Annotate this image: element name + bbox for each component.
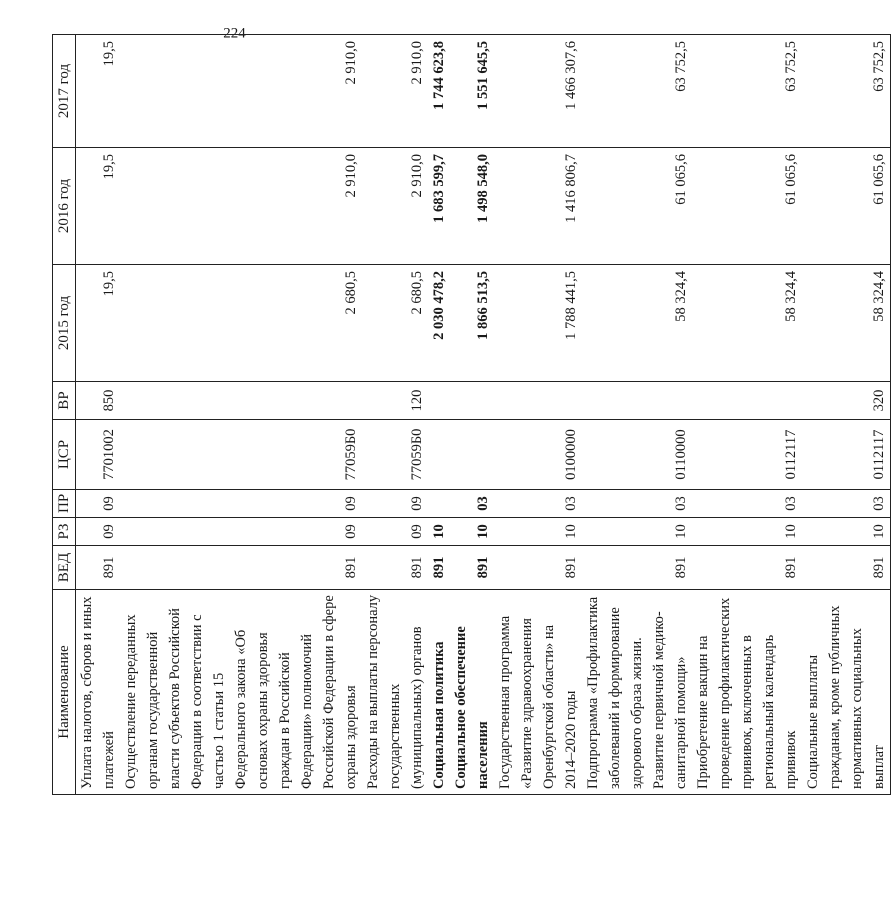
cell-2017: 19,5 — [76, 35, 121, 148]
table-header-row — [53, 35, 76, 795]
cell-2017: 1 466 307,6 — [494, 35, 582, 148]
cell-2016: 1 498 548,0 — [450, 148, 494, 265]
header-pr: ПР — [53, 490, 76, 518]
cell-2016: 2 910,0 — [120, 148, 362, 265]
cell-name: Социальные выплаты гражданам, кроме публичных нормативных социальных выплат — [802, 590, 891, 795]
cell-2015: 1 788 441,5 — [494, 265, 582, 382]
cell-vr — [582, 382, 692, 420]
cell-ved: 891 — [692, 546, 802, 590]
cell-csr: 77059Б0 — [362, 420, 428, 490]
budget-table — [52, 34, 891, 795]
cell-csr: 0110000 — [582, 420, 692, 490]
cell-csr: 0112117 — [692, 420, 802, 490]
cell-2016: 1 683 599,7 — [428, 148, 450, 265]
cell-rz: 09 — [120, 518, 362, 546]
table-row — [362, 35, 428, 795]
cell-2017: 2 910,0 — [362, 35, 428, 148]
cell-csr: 0100000 — [494, 420, 582, 490]
cell-2015: 1 866 513,5 — [450, 265, 494, 382]
header-name: Наименование — [53, 590, 76, 795]
cell-name: Приобретение вакцин на проведение профилактических прививок, включенных в региональный календарь прививок — [692, 590, 802, 795]
cell-2016: 2 910,0 — [362, 148, 428, 265]
cell-rz: 10 — [802, 518, 891, 546]
table-row — [582, 35, 692, 795]
cell-2016: 61 065,6 — [802, 148, 891, 265]
cell-csr: 7701002 — [76, 420, 121, 490]
cell-pr: 09 — [362, 490, 428, 518]
cell-vr — [692, 382, 802, 420]
cell-pr: 03 — [582, 490, 692, 518]
cell-pr: 03 — [494, 490, 582, 518]
cell-vr — [450, 382, 494, 420]
cell-rz: 09 — [76, 518, 121, 546]
cell-rz: 10 — [494, 518, 582, 546]
cell-2015: 58 324,4 — [802, 265, 891, 382]
table-row — [692, 35, 802, 795]
cell-pr: 03 — [802, 490, 891, 518]
cell-2017: 1 551 645,5 — [450, 35, 494, 148]
cell-pr: 09 — [76, 490, 121, 518]
cell-name: Подпрограмма «Профилактика заболеваний и формирование здорового образа жизни. Развитие первичной медико-санитарной помощи» — [582, 590, 692, 795]
header-rz: РЗ — [53, 518, 76, 546]
cell-2016: 19,5 — [76, 148, 121, 265]
header-csr: ЦСР — [53, 420, 76, 490]
table-row — [494, 35, 582, 795]
cell-vr — [120, 382, 362, 420]
cell-pr: 03 — [450, 490, 494, 518]
cell-rz: 10 — [692, 518, 802, 546]
cell-ved: 891 — [802, 546, 891, 590]
cell-2015: 58 324,4 — [582, 265, 692, 382]
cell-2016: 61 065,6 — [692, 148, 802, 265]
cell-ved: 891 — [76, 546, 121, 590]
cell-2017: 63 752,5 — [692, 35, 802, 148]
cell-2015: 2 680,5 — [362, 265, 428, 382]
cell-csr — [450, 420, 494, 490]
budget-table-frame — [52, 35, 887, 795]
cell-pr: 09 — [120, 490, 362, 518]
cell-name: Уплата налогов, сборов и иных платежей — [76, 590, 121, 795]
cell-ved: 891 — [582, 546, 692, 590]
cell-name: Социальное обеспечение населения — [450, 590, 494, 795]
cell-2015: 58 324,4 — [692, 265, 802, 382]
header-vr: ВР — [53, 382, 76, 420]
page-number: 224 — [223, 25, 246, 42]
cell-2015: 2 680,5 — [120, 265, 362, 382]
cell-rz: 10 — [450, 518, 494, 546]
cell-ved: 891 — [450, 546, 494, 590]
cell-2015: 19,5 — [76, 265, 121, 382]
cell-pr: 03 — [692, 490, 802, 518]
cell-rz: 10 — [582, 518, 692, 546]
cell-pr — [428, 490, 450, 518]
cell-vr: 320 — [802, 382, 891, 420]
cell-ved: 891 — [362, 546, 428, 590]
table-body — [76, 35, 891, 795]
cell-2016: 61 065,6 — [582, 148, 692, 265]
cell-vr — [428, 382, 450, 420]
cell-2017: 2 910,0 — [120, 35, 362, 148]
header-2016: 2016 год — [53, 148, 76, 265]
header-2017: 2017 год — [53, 35, 76, 148]
cell-rz: 10 — [428, 518, 450, 546]
cell-ved: 891 — [428, 546, 450, 590]
table-row — [428, 35, 450, 795]
table-row — [450, 35, 494, 795]
cell-vr: 850 — [76, 382, 121, 420]
cell-vr — [494, 382, 582, 420]
table-row — [76, 35, 121, 795]
cell-2017: 1 744 623,8 — [428, 35, 450, 148]
cell-2016: 1 416 806,7 — [494, 148, 582, 265]
cell-csr: 0112117 — [802, 420, 891, 490]
table-row — [802, 35, 891, 795]
cell-rz: 09 — [362, 518, 428, 546]
cell-name: Социальная политика — [428, 590, 450, 795]
cell-csr — [428, 420, 450, 490]
cell-2017: 63 752,5 — [802, 35, 891, 148]
cell-ved: 891 — [120, 546, 362, 590]
header-2015: 2015 год — [53, 265, 76, 382]
header-ved: ВЕД — [53, 546, 76, 590]
cell-2017: 63 752,5 — [582, 35, 692, 148]
cell-ved: 891 — [494, 546, 582, 590]
cell-name: Расходы на выплаты персоналу государственных (муниципальных) органов — [362, 590, 428, 795]
cell-name: Осуществление переданных органам государственной власти субъектов Российской Федерации в соответствии с частью 1 статьи 15 Федерального закона «Об основах охраны здоровья граждан в Российской Федерации» полномочий Российской Федерации в сфере охраны здоровья — [120, 590, 362, 795]
cell-name: Государственная программа «Развитие здравоохранения Оренбургской области» на 2014–2020 годы — [494, 590, 582, 795]
table-row — [120, 35, 362, 795]
cell-vr: 120 — [362, 382, 428, 420]
cell-2015: 2 030 478,2 — [428, 265, 450, 382]
cell-csr: 77059Б0 — [120, 420, 362, 490]
